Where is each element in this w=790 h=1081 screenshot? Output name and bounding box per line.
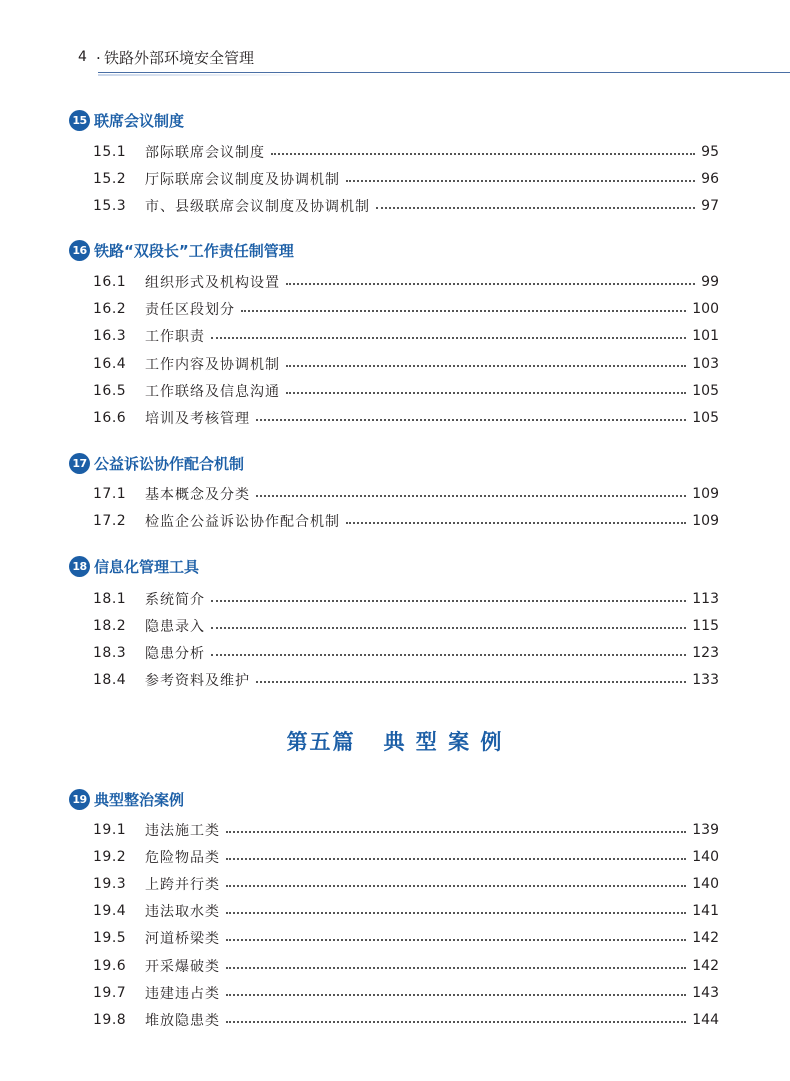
entry-label: 市、县级联席会议制度及协调机制 (145, 199, 370, 215)
dot-leader (226, 967, 686, 969)
toc-entry[interactable] (93, 484, 719, 504)
section-heading-16[interactable] (69, 238, 294, 262)
entry-label: 隐患分析 (145, 646, 205, 662)
section-number-badge: 19 (69, 789, 90, 810)
entry-number: 18.4 (93, 672, 127, 688)
toc-entry[interactable] (93, 142, 719, 162)
entry-label: 工作联络及信息沟通 (145, 384, 280, 400)
entry-label: 开采爆破类 (145, 959, 220, 975)
entry-label: 参考资料及维护 (145, 673, 250, 689)
toc-entry[interactable] (93, 670, 719, 690)
section-heading-19[interactable] (69, 787, 184, 811)
section-heading-15[interactable] (69, 108, 184, 132)
section-number-badge: 18 (69, 556, 90, 577)
section-number-badge: 15 (69, 110, 90, 131)
toc-entry[interactable] (93, 299, 719, 319)
toc-entry[interactable] (93, 326, 719, 346)
entry-number: 15.3 (93, 198, 127, 214)
toc-entry[interactable] (93, 589, 719, 609)
entry-label: 厅际联席会议制度及协调机制 (145, 172, 340, 188)
entry-page: 140 (692, 849, 719, 865)
toc-entry[interactable] (93, 1010, 719, 1030)
entry-label: 违法施工类 (145, 823, 220, 839)
dot-leader (346, 522, 686, 524)
toc-entry[interactable] (93, 196, 719, 216)
entry-page: 142 (692, 958, 719, 974)
entry-number: 19.8 (93, 1012, 127, 1028)
entry-label: 培训及考核管理 (145, 411, 250, 427)
dot-leader (256, 419, 686, 421)
dot-leader (211, 654, 686, 656)
entry-label: 上跨并行类 (145, 877, 220, 893)
entry-page: 123 (692, 645, 719, 661)
dot-leader (226, 912, 686, 914)
entry-number: 19.1 (93, 822, 127, 838)
section-title: 联席会议制度 (94, 111, 185, 130)
entry-page: 105 (692, 383, 719, 399)
entry-label: 堆放隐患类 (145, 1013, 220, 1029)
entry-number: 16.1 (93, 274, 127, 290)
entry-page: 105 (692, 410, 719, 426)
entry-page: 141 (692, 903, 719, 919)
part-title: 第五篇 典 型 案 例 (286, 729, 504, 754)
entry-page: 115 (692, 618, 719, 634)
book-title: . 铁路外部环境安全管理 (104, 47, 254, 68)
toc-entry[interactable] (93, 354, 719, 374)
entry-page: 96 (701, 171, 719, 187)
entry-page: 95 (701, 144, 719, 160)
entry-page: 109 (692, 486, 719, 502)
header-rule-accent (98, 74, 323, 76)
section-heading-18[interactable] (69, 554, 199, 578)
entry-page: 109 (692, 513, 719, 529)
entry-page: 100 (692, 301, 719, 317)
section-title: 公益诉讼协作配合机制 (94, 454, 245, 473)
entry-label: 河道桥梁类 (145, 931, 220, 947)
dot-leader (226, 885, 686, 887)
entry-number: 16.6 (93, 410, 127, 426)
toc-entry[interactable] (93, 928, 719, 948)
entry-number: 19.4 (93, 903, 127, 919)
toc-entry[interactable] (93, 408, 719, 428)
entry-number: 15.2 (93, 171, 127, 187)
toc-entry[interactable] (93, 272, 719, 292)
toc-entry[interactable] (93, 874, 719, 894)
entry-number: 17.2 (93, 513, 127, 529)
section-number-badge: 17 (69, 453, 90, 474)
dot-leader (256, 681, 686, 683)
entry-number: 19.2 (93, 849, 127, 865)
entry-label: 工作内容及协调机制 (145, 357, 280, 373)
entry-number: 18.2 (93, 618, 127, 634)
dot-leader (346, 180, 695, 182)
entry-label: 危险物品类 (145, 850, 220, 866)
dot-leader (211, 600, 686, 602)
entry-number: 19.7 (93, 985, 127, 1001)
section-title: 铁路“双段长”工作责任制管理 (94, 241, 294, 260)
entry-label: 部际联席会议制度 (145, 145, 265, 161)
toc-entry[interactable] (93, 983, 719, 1003)
toc-entry[interactable] (93, 169, 719, 189)
toc-entry[interactable] (93, 511, 719, 531)
entry-label: 违建违占类 (145, 986, 220, 1002)
toc-entry[interactable] (93, 956, 719, 976)
dot-leader (286, 392, 686, 394)
page-number: 4 (78, 49, 87, 65)
section-heading-17[interactable] (69, 451, 244, 475)
entry-page: 103 (692, 356, 719, 372)
entry-page: 142 (692, 930, 719, 946)
dot-leader (241, 310, 686, 312)
entry-number: 16.4 (93, 356, 127, 372)
entry-number: 16.3 (93, 328, 127, 344)
entry-number: 18.1 (93, 591, 127, 607)
toc-entry[interactable] (93, 901, 719, 921)
entry-page: 139 (692, 822, 719, 838)
toc-entry[interactable] (93, 381, 719, 401)
toc-entry[interactable] (93, 616, 719, 636)
entry-number: 16.5 (93, 383, 127, 399)
header-rule (98, 72, 790, 73)
toc-entry[interactable] (93, 820, 719, 840)
entry-page: 97 (701, 198, 719, 214)
entry-label: 责任区段划分 (145, 302, 235, 318)
entry-number: 19.5 (93, 930, 127, 946)
dot-leader (226, 1021, 686, 1023)
dot-leader (286, 365, 686, 367)
entry-number: 15.1 (93, 144, 127, 160)
dot-leader (286, 283, 695, 285)
entry-page: 133 (692, 672, 719, 688)
entry-label: 违法取水类 (145, 904, 220, 920)
entry-page: 140 (692, 876, 719, 892)
dot-leader (226, 831, 686, 833)
entry-label: 系统简介 (145, 592, 205, 608)
entry-label: 检监企公益诉讼协作配合机制 (145, 514, 340, 530)
entry-number: 19.6 (93, 958, 127, 974)
entry-label: 工作职责 (145, 329, 205, 345)
dot-leader (211, 337, 686, 339)
entry-page: 99 (701, 274, 719, 290)
dot-leader (226, 939, 686, 941)
entry-number: 19.3 (93, 876, 127, 892)
dot-leader (226, 858, 686, 860)
toc-entry[interactable] (93, 643, 719, 663)
dot-leader (256, 495, 686, 497)
dot-leader (226, 994, 686, 996)
dot-leader (376, 207, 695, 209)
entry-number: 17.1 (93, 486, 127, 502)
entry-page: 144 (692, 1012, 719, 1028)
dot-leader (271, 153, 695, 155)
entry-label: 基本概念及分类 (145, 487, 250, 503)
entry-page: 101 (692, 328, 719, 344)
toc-entry[interactable] (93, 847, 719, 867)
entry-label: 组织形式及机构设置 (145, 275, 280, 291)
entry-label: 隐患录入 (145, 619, 205, 635)
dot-leader (211, 627, 686, 629)
section-title: 典型整治案例 (94, 790, 185, 809)
section-title: 信息化管理工具 (94, 557, 200, 576)
entry-page: 113 (692, 591, 719, 607)
running-header (78, 44, 718, 74)
section-number-badge: 16 (69, 240, 90, 261)
entry-page: 143 (692, 985, 719, 1001)
entry-number: 16.2 (93, 301, 127, 317)
entry-number: 18.3 (93, 645, 127, 661)
